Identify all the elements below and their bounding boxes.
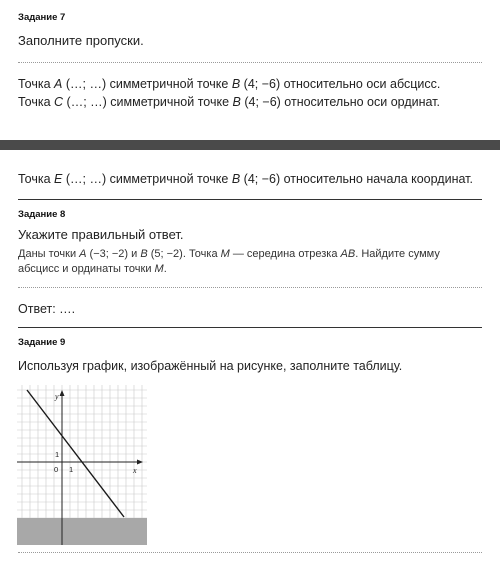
divider xyxy=(18,327,482,328)
task9-label: Задание 9 xyxy=(18,337,66,348)
x-tick-label: 1 xyxy=(69,465,74,474)
text-fragment: (4; −6) относительно начала координат. xyxy=(240,172,473,186)
segment-name: AB xyxy=(340,248,356,260)
task7-instruction: Заполните пропуски. xyxy=(18,33,144,48)
text-fragment: . Найдите сумму абсцисс и ординаты точки xyxy=(18,248,440,275)
text-fragment: Даны точки xyxy=(18,248,80,260)
text-fragment: Точка xyxy=(18,95,55,109)
task9-instruction: Используя график, изображённый на рисунке, заполните таблицу. xyxy=(18,359,403,373)
task8-label: Задание 8 xyxy=(18,209,66,220)
divider xyxy=(18,62,482,63)
divider xyxy=(18,287,482,288)
origin-label: 0 xyxy=(54,465,59,474)
text-fragment: (…; …) симметричной точке xyxy=(62,77,232,91)
point-name: E xyxy=(54,172,63,186)
text-fragment: . xyxy=(163,263,167,275)
point-name: B xyxy=(232,95,241,109)
point-name: B xyxy=(231,172,241,186)
x-axis-label: x xyxy=(133,466,137,475)
coordinate-graph xyxy=(17,385,147,545)
task7-label: Задание 7 xyxy=(18,12,66,23)
point-name: M xyxy=(220,248,230,260)
point-name: A xyxy=(54,77,63,91)
text-fragment: (−3; −2) и xyxy=(86,248,141,260)
text-fragment: (…; …) симметричной точке xyxy=(63,95,233,109)
section-break xyxy=(0,140,500,150)
task8-instruction: Укажите правильный ответ. xyxy=(18,227,184,242)
task7-line2 xyxy=(18,95,440,109)
task8-body xyxy=(18,247,483,277)
task7-line1 xyxy=(18,77,440,91)
text-fragment: (…; …) симметричной точке xyxy=(62,172,232,186)
divider xyxy=(18,552,482,553)
point-name: A xyxy=(79,248,87,260)
text-fragment: (4; −6) относительно оси абсцисс. xyxy=(240,77,441,91)
shaded-region xyxy=(17,518,147,545)
divider xyxy=(18,199,482,200)
point-name: M xyxy=(154,263,164,275)
text-fragment: Точка xyxy=(18,77,55,91)
point-name: C xyxy=(54,95,64,109)
text-fragment: — середина отрезка xyxy=(229,248,341,260)
task7-line3 xyxy=(18,172,473,186)
task8-answer: Ответ: …. xyxy=(18,302,76,316)
text-fragment: Точка xyxy=(18,172,55,186)
y-tick-label: 1 xyxy=(55,450,60,459)
text-fragment: (4; −6) относительно оси ординат. xyxy=(240,95,440,109)
point-name: B xyxy=(231,77,241,91)
text-fragment: (5; −2). Точка xyxy=(147,248,221,260)
point-name: B xyxy=(140,248,148,260)
y-axis-label: y xyxy=(55,392,59,401)
